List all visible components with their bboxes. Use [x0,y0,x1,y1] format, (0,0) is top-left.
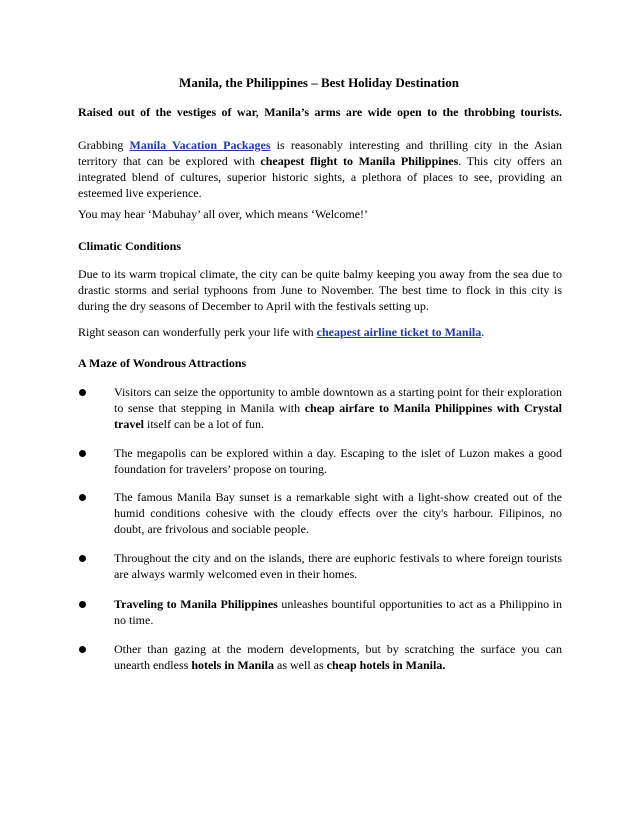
list-item [114,550,562,582]
list-item-text: unleashes bountiful opportunities to act as a Philippino in no time. [114,597,562,627]
bullet-icon [79,601,86,608]
attractions-heading: A Maze of Wondrous Attractions [78,356,247,370]
paragraph-text: Grabbing [78,138,130,152]
list-item-text: The famous Manila Bay sunset is a remarkable sight with a light-show created out of the humid conditions cohesive with the cloudy effects over the city's harbour. Filipinos, no doubt, are frivolous and sociable people. [114,490,562,536]
paragraph-text: . [481,325,485,339]
list-item-text: Throughout the city and on the islands, there are euphoric festivals to where foreign tourists are always warmly welcomed even in their homes. [114,551,562,581]
list-item [114,641,562,673]
list-item [114,596,562,628]
page-title: Manila, the Philippines – Best Holiday Destination [179,75,459,90]
paragraph-text: . This city offers an integrated blend of cultures, superior historic sights, a plethora of places to see, providing an esteemed live experience. [78,154,562,200]
bullet-icon [79,450,86,457]
paragraph-mabuhay: You may hear ‘Mabuhay’ all over, which means ‘Welcome!’ [78,207,369,221]
cheapest-airline-ticket-link[interactable]: cheapest airline ticket to Manila [316,325,482,339]
bullet-icon [79,389,86,396]
paragraph-text: is reasonably interesting and thrilling city in the Asian territory that can be explored with [78,138,563,168]
list-item [114,445,562,477]
intro-heading: Raised out of the vestiges of war, Manila’s arms are wide open to the throbbing tourists. [78,105,562,119]
list-item-text: as well as [274,658,327,672]
paragraph-season [78,324,562,340]
list-item [114,489,562,537]
bold-keyword: Traveling to Manila Philippines [114,597,278,611]
bold-keyword: cheap hotels in Manila. [326,658,446,672]
paragraph-climate: Due to its warm tropical climate, the city can be quite balmy keeping you away from the sea due to drastic storms and serial typhoons from June to November. The best time to flock in this city is during the dry seasons of December to April with the festivals setting up. [78,267,562,313]
bold-keyword: cheap airfare to Manila Philippines with Crystal travel [114,401,562,431]
list-item-text: Visitors can seize the opportunity to amble downtown as a starting point for their exploration to sense that stepping in Manila with [114,385,562,415]
bullet-icon [79,646,86,653]
list-item-text: The megapolis can be explored within a day. Escaping to the islet of Luzon makes a good foundation for travelers’ propose on touring. [114,446,562,476]
paragraph-intro [78,137,562,201]
list-item-text: Other than gazing at the modern developments, but by scratching the surface you can unearth endless [114,642,562,672]
manila-vacation-packages-link[interactable]: Manila Vacation Packages [129,138,271,152]
bullet-icon [79,494,86,501]
bold-keyword: hotels in Manila [191,658,274,672]
list-item-text: itself can be a lot of fun. [143,417,264,431]
climate-heading: Climatic Conditions [78,239,182,253]
bullet-icon [79,555,86,562]
paragraph-text: Right season can wonderfully perk your life with [78,325,317,339]
bold-keyword: cheapest flight to Manila Philippines [260,154,459,168]
list-item [114,384,562,432]
